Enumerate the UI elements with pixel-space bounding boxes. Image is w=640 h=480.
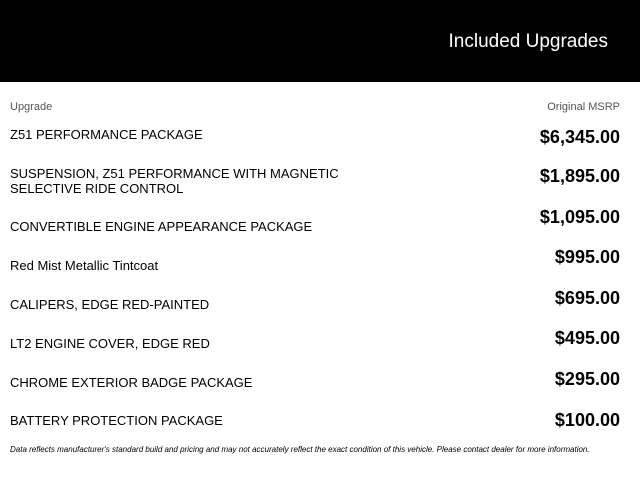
upgrade-name: CALIPERS, EDGE RED-PAINTED: [10, 297, 210, 312]
upgrade-name: Red Mist Metallic Tintcoat: [10, 258, 159, 273]
upgrade-name: BATTERY PROTECTION PACKAGE: [10, 413, 223, 428]
upgrade-name: Z51 PERFORMANCE PACKAGE: [10, 127, 203, 142]
upgrade-price: $995.00: [554, 247, 620, 267]
upgrade-price: $495.00: [554, 328, 620, 348]
upgrade-price: $295.00: [554, 369, 620, 389]
disclaimer-text: Data reflects manufacturer's standard build and pricing and may not accurately reflect the exact condition of this vehicle. Please contact dealer for more information.: [10, 445, 590, 454]
column-header-msrp: Original MSRP: [547, 101, 620, 113]
upgrade-price: $100.00: [554, 410, 620, 430]
upgrade-name: CHROME EXTERIOR BADGE PACKAGE: [10, 375, 253, 390]
upgrade-name: CONVERTIBLE ENGINE APPEARANCE PACKAGE: [10, 219, 313, 234]
page-title: Included Upgrades: [448, 31, 608, 52]
upgrade-price: $1,895.00: [539, 166, 620, 186]
upgrade-name: SUSPENSION, Z51 PERFORMANCE WITH MAGNETIC SELECTIVE RIDE CONTROL: [10, 166, 339, 196]
upgrade-name: LT2 ENGINE COVER, EDGE RED: [10, 336, 210, 351]
header-bar: [0, 0, 640, 82]
column-header-upgrade: Upgrade: [10, 101, 53, 113]
upgrade-price: $1,095.00: [539, 207, 620, 227]
upgrade-price: $695.00: [554, 288, 620, 308]
upgrade-price: $6,345.00: [539, 127, 620, 147]
